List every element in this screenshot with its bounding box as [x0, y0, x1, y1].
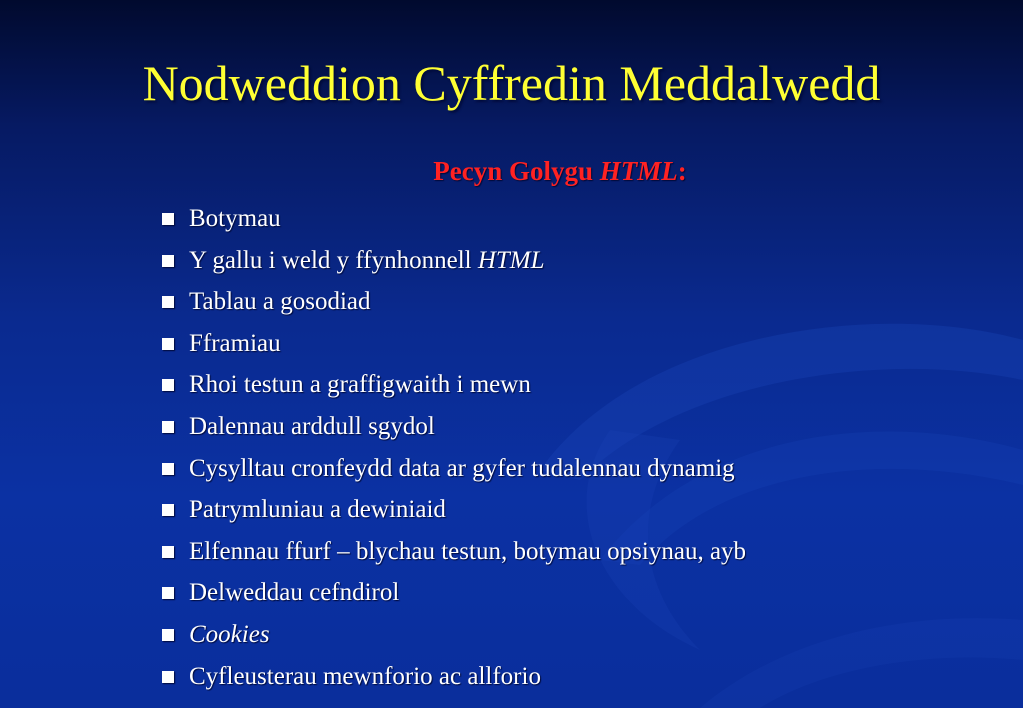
square-bullet-icon: [162, 504, 174, 516]
subheading-text: Pecyn Golygu: [433, 156, 600, 186]
subheading: [300, 153, 820, 189]
subheading-suffix: :: [677, 156, 687, 186]
square-bullet-icon: [162, 338, 174, 350]
bullet-item: [160, 531, 1010, 573]
bullet-item: [160, 240, 1010, 282]
square-bullet-icon: [162, 255, 174, 267]
bullet-item: [160, 281, 1010, 323]
subheading-emphasis: HTML: [599, 156, 678, 186]
square-bullet-icon: [162, 629, 174, 641]
bullet-text: Fframiau: [189, 329, 281, 357]
bullet-text: Rhoi testun a graffigwaith i mewn: [189, 371, 531, 399]
bullet-item: [160, 572, 1010, 614]
bullet-text: Delweddau cefndirol: [189, 579, 400, 607]
bullet-item: [160, 489, 1010, 531]
square-bullet-icon: [162, 296, 174, 308]
bullet-item: [160, 364, 1010, 406]
bullet-text: Botymau: [189, 205, 281, 232]
bullet-emphasis: HTML: [477, 246, 545, 274]
bullet-text: Cyfleusterau mewnforio ac allforio: [189, 662, 541, 690]
square-bullet-icon: [162, 671, 174, 683]
slide-title: Nodweddion Cyffredin Meddalwedd: [142, 55, 881, 111]
bullet-text: Tablau a gosodiad: [189, 288, 371, 316]
square-bullet-icon: [162, 587, 174, 599]
bullet-item: [160, 406, 1010, 448]
square-bullet-icon: [162, 213, 174, 225]
square-bullet-icon: [162, 546, 174, 558]
bullet-item: [160, 656, 1010, 698]
bullet-item: [160, 198, 1010, 240]
bullet-text: Patrymluniau a dewiniaid: [189, 496, 446, 524]
bullet-emphasis: Cookies: [189, 620, 270, 648]
bullet-item: [160, 614, 1010, 656]
bullet-item: [160, 448, 1010, 490]
bullet-text: Cysylltau cronfeydd data ar gyfer tudalennau dynamig: [189, 454, 735, 482]
square-bullet-icon: [162, 421, 174, 433]
bullet-list: [160, 198, 1010, 697]
bullet-item: [160, 323, 1010, 365]
bullet-text: Dalennau arddull sgydol: [189, 412, 435, 440]
bullet-text: Y gallu i weld y ffynhonnell: [189, 246, 478, 274]
square-bullet-icon: [162, 379, 174, 391]
square-bullet-icon: [162, 463, 174, 475]
bullet-text: Elfennau ffurf – blychau testun, botymau opsiynau, ayb: [189, 537, 747, 565]
